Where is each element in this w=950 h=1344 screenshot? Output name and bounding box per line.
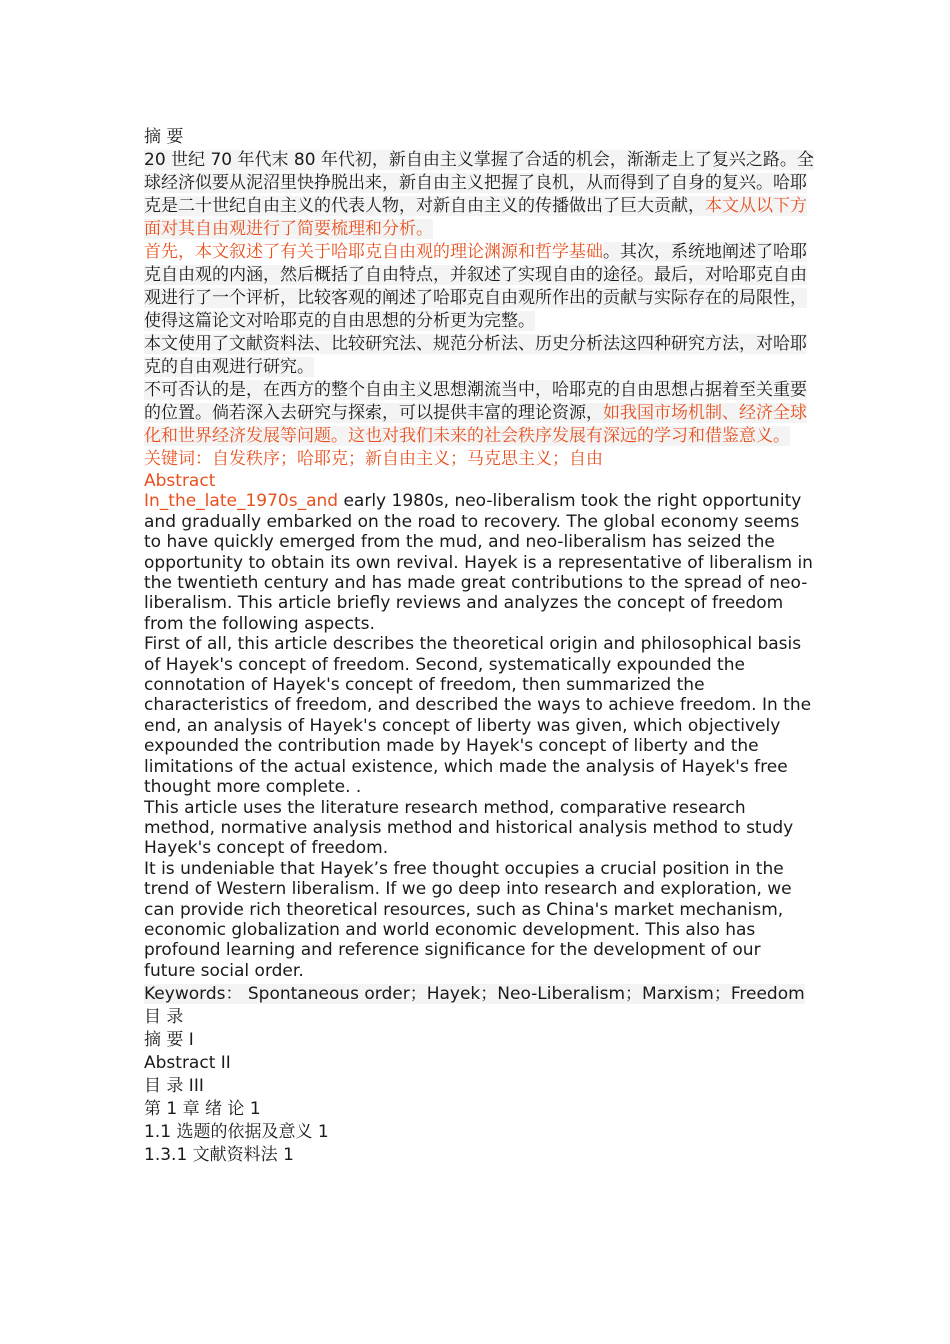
abstract-en-paragraph-2: First of all, this article describes the theoretical origin and philosophical basis of Hayek's concept of freedom. Second, systematically expounded the connotation of Hayek's concept of freedom, then summarized the characteristics of freedom, and described the ways to achieve freedom. In the end, an analysis of Hayek's concept of liberty was given, which objectively expounded the contribution made by Hayek's concept of liberty and the limitations of the actual existence, which made the analysis of Hayek's free thought more complete. . [144,634,812,798]
abstract-cn-paragraph-1 [144,149,814,241]
abstract-cn-p1-highlight: 本文从以下方面对其自由观进行了简要梳理和分析。 [144,196,807,239]
abstract-cn-p2-text: 。其次，系统地阐述了哈耶克自由观的内涵，然后概括了自由特点，并叙述了实现自由的途径。最后，对哈耶克自由观进行了一个评析，比较客观的阐述了哈耶克自由观所作出的贡献与实际存在的局限性，使得这篇论文对哈耶克的自由思想的分析更为完整。 [144,242,807,331]
abstract-cn-paragraph-4 [144,379,814,448]
toc-item: 摘 要 I [144,1030,194,1051]
abstract-cn-p4-text: 不可否认的是，在西方的整个自由主义思想潮流当中，哈耶克的自由思想占据着至关重要的位置。倘若深入去研究与探索，可以提供丰富的理论资源， [144,380,807,423]
abstract-cn-p4-highlight: 如我国市场机制、经济全球化和世界经济发展等问题。这也对我们未来的社会秩序发展有深远的学习和借鉴意义。 [144,403,807,446]
abstract-en-p1-text: early 1980s, neo-liberalism took the right opportunity and gradually embarked on the road to recovery. The global economy seems to have quickly emerged from the mud, and neo-liberalism has seized the opportunity to obtain its own revival. Hayek is a representative of liberalism in the twentieth century and has made great contributions to the spread of neo-liberalism. This article briefly reviews and analyzes the concept of freedom from the following aspects. [144,491,813,634]
abstract-cn-p2-highlight: 首先，本文叙述了有关于哈耶克自由观的理论渊源和哲学基础 [144,242,603,262]
toc-item: 目 录 III [144,1076,204,1097]
toc-title: 目 录 [144,1007,184,1028]
abstract-cn-title: 摘 要 [144,127,184,147]
abstract-cn-paragraph-2 [144,241,814,333]
abstract-cn-keywords: 关键词：自发秩序；哈耶克；新自由主义；马克思主义；自由 [144,449,603,469]
document-page [144,126,814,1167]
abstract-en-paragraph-1 [144,491,814,634]
toc-item: 第 1 章 绪 论 1 [144,1099,261,1120]
abstract-en-paragraph-3: This article uses the literature research method, comparative research method, normative analysis method and historical analysis method to study Hayek's concept of freedom. [144,797,794,859]
abstract-en-p1-highlight: In_the_late_1970s_and [144,491,339,512]
abstract-en-paragraph-4: It is undeniable that Hayek’s free thought occupies a crucial position in the trend of Western liberalism. If we go deep into research and exploration, we can provide rich theoretical resources, such as China's market mechanism, economic globalization and world economic development. This also has profound learning and reference significance for the development of our future social order. [144,858,792,981]
toc-item: 1.3.1 文献资料法 1 [144,1145,294,1166]
abstract-cn-paragraph-3 [144,333,814,379]
abstract-en-title: Abstract [144,471,216,491]
toc-item: Abstract II [144,1053,231,1074]
toc-item: 1.1 选题的依据及意义 1 [144,1122,329,1143]
abstract-en-keywords [144,983,814,1006]
abstract-cn-p3-text: 本文使用了文献资料法、比较研究法、规范分析法、历史分析法这四种研究方法，对哈耶克的自由观进行研究。 [144,334,807,377]
abstract-en-keywords-text: Keywords： Spontaneous order；Hayek；Neo-Liberalism；Marxism；Freedom [144,984,805,1005]
abstract-cn-p1-text: 20 世纪 70 年代末 80 年代初，新自由主义掌握了合适的机会，渐渐走上了复兴之路。全球经济似要从泥沼里快挣脱出来，新自由主义把握了良机，从而得到了自身的复兴。哈耶克是二十世纪自由主义的代表人物，对新自由主义的传播做出了巨大贡献， [144,150,814,216]
